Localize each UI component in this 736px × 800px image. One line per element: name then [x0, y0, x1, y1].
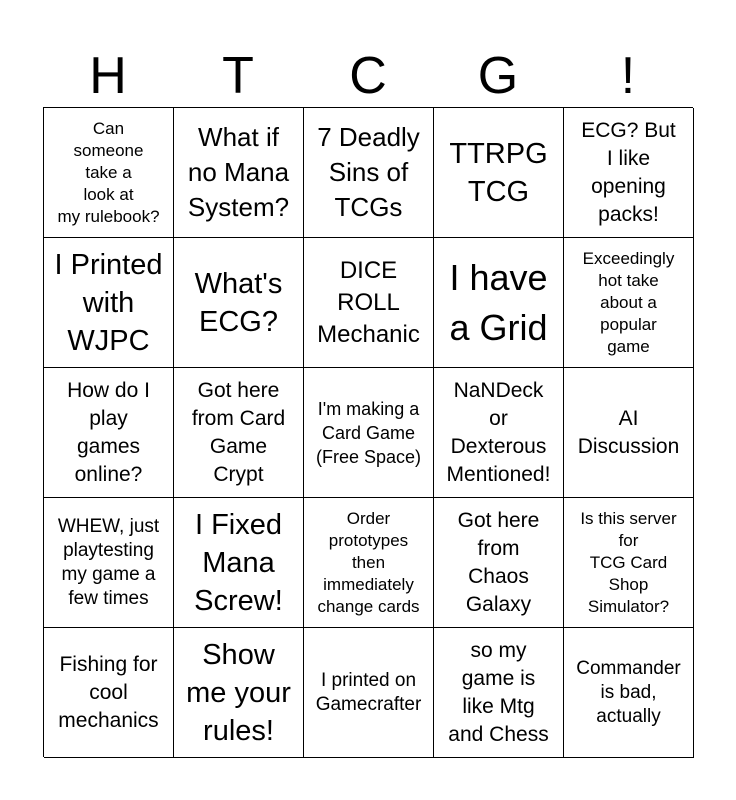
- bingo-cell[interactable]: [304, 108, 434, 238]
- header-letter-4: G: [477, 47, 519, 105]
- bingo-cell[interactable]: [44, 498, 174, 628]
- bingo-cell[interactable]: [564, 238, 694, 368]
- cell-text: I have a Grid: [449, 256, 548, 348]
- cell-text: AI Discussion: [577, 406, 680, 458]
- cell-text: Is this server for TCG Card Shop Simulator?: [580, 508, 677, 616]
- bingo-cell[interactable]: [44, 108, 174, 238]
- cell-text: Order prototypes then immediately change cards: [317, 508, 420, 616]
- bingo-cell[interactable]: [564, 368, 694, 498]
- bingo-cell[interactable]: [434, 238, 564, 368]
- header-letter-3: C: [349, 47, 387, 105]
- bingo-header: [43, 46, 693, 106]
- cell-text: NaNDeck or Dexterous Mentioned!: [446, 378, 551, 486]
- bingo-cell[interactable]: [304, 238, 434, 368]
- cell-text: Got here from Card Game Crypt: [191, 378, 286, 486]
- cell-text: I Fixed Mana Screw!: [194, 508, 283, 617]
- cell-text: so my game is like Mtg and Chess: [448, 638, 549, 746]
- bingo-cell[interactable]: [434, 498, 564, 628]
- cell-text: Exceedingly hot take about a popular game: [582, 248, 675, 356]
- bingo-cell[interactable]: [174, 368, 304, 498]
- free-space-cell[interactable]: [304, 368, 434, 498]
- cell-text: I Printed with WJPC: [54, 248, 163, 357]
- cell-text: WHEW, just playtesting my game a few times: [57, 515, 160, 609]
- cell-text: I'm making a Card Game (Free Space): [315, 398, 422, 467]
- cell-text: 7 Deadly Sins of TCGs: [317, 122, 420, 222]
- bingo-cell[interactable]: [564, 108, 694, 238]
- cell-text: DICE ROLL Mechanic: [317, 256, 420, 348]
- cell-text: Commander is bad, actually: [576, 657, 681, 727]
- bingo-cell[interactable]: [44, 238, 174, 368]
- cell-text: What if no Mana System?: [187, 122, 290, 222]
- bingo-cell[interactable]: [304, 628, 434, 758]
- header-letter-1: H: [89, 47, 127, 105]
- cell-text: Show me your rules!: [186, 638, 291, 747]
- bingo-cell[interactable]: [564, 498, 694, 628]
- bingo-cell[interactable]: [174, 238, 304, 368]
- cell-text: What's ECG?: [194, 267, 283, 338]
- header-letter-2: T: [222, 47, 254, 105]
- cell-text: Fishing for cool mechanics: [58, 652, 159, 732]
- bingo-cell[interactable]: [174, 498, 304, 628]
- cell-text: Can someone take a look at my rulebook?: [57, 118, 160, 226]
- cell-text: I printed on Gamecrafter: [315, 669, 422, 715]
- bingo-cell[interactable]: [434, 108, 564, 238]
- cell-text: How do I play games online?: [67, 378, 150, 486]
- bingo-cell[interactable]: [44, 628, 174, 758]
- bingo-cell[interactable]: [174, 108, 304, 238]
- bingo-cell[interactable]: [44, 368, 174, 498]
- cell-text: ECG? But I like opening packs!: [581, 118, 676, 226]
- bingo-cell[interactable]: [564, 628, 694, 758]
- bingo-cell[interactable]: [434, 628, 564, 758]
- bingo-board: [43, 107, 693, 757]
- cell-text: TTRPG TCG: [449, 137, 548, 208]
- bingo-cell[interactable]: [304, 498, 434, 628]
- cell-text: Got here from Chaos Galaxy: [457, 508, 540, 616]
- header-letter-5: !: [620, 47, 636, 105]
- bingo-cell[interactable]: [434, 368, 564, 498]
- bingo-cell[interactable]: [174, 628, 304, 758]
